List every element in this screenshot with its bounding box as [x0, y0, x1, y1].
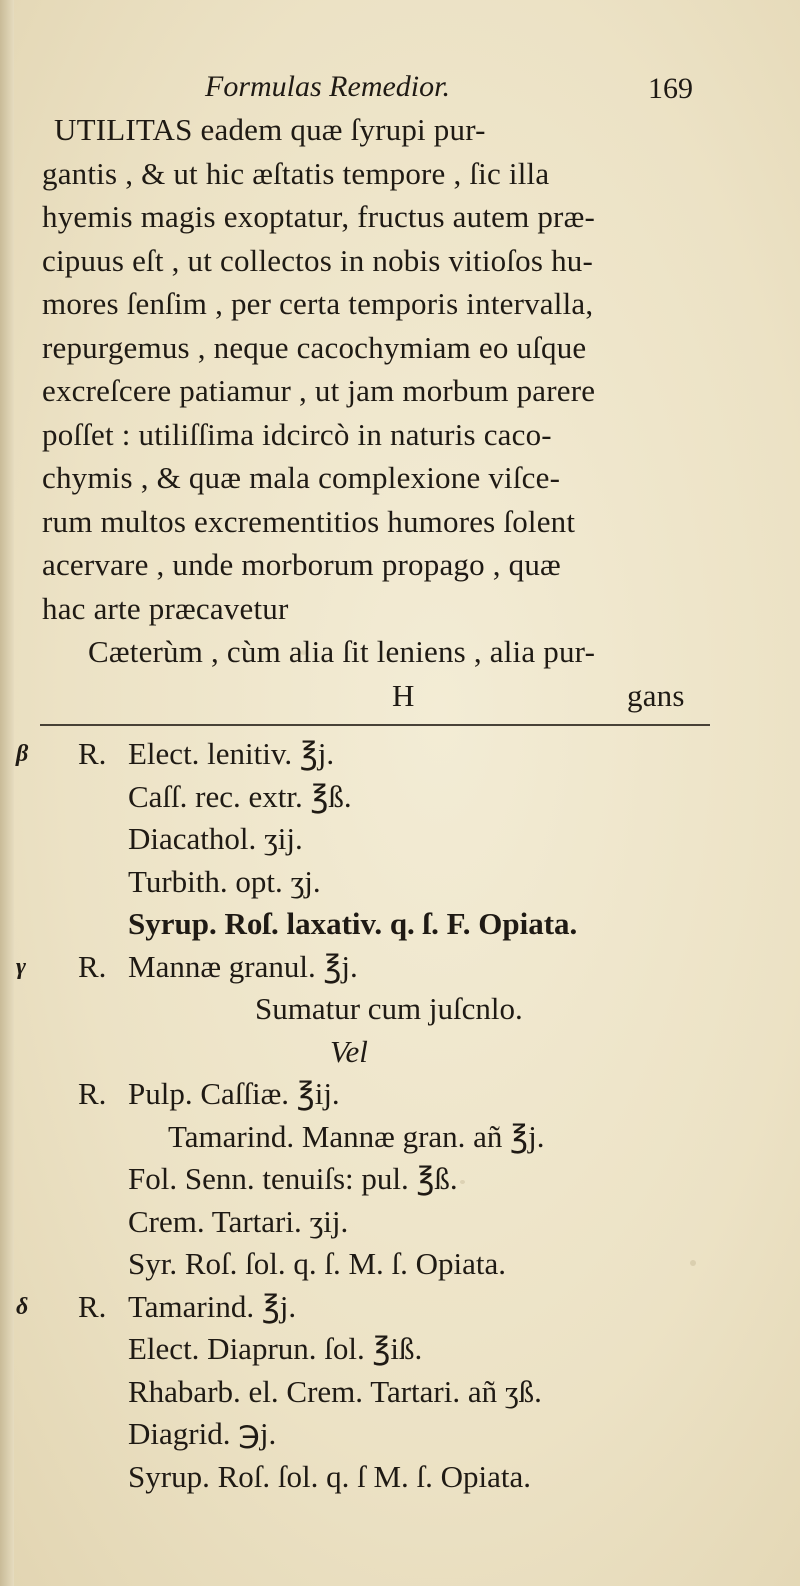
prose-line: repurgemus , neque cacochymiam eo uſque	[42, 329, 587, 365]
recipe-line	[0, 988, 800, 1031]
ingredient: Syr. Roſ. ſol. q. ſ. M. ſ. Opiata.	[128, 1246, 507, 1281]
recipe-line	[0, 1201, 800, 1244]
catchword: gans	[627, 677, 685, 713]
recipe-line	[0, 1328, 800, 1371]
ingredient: Diacathol. ʒij.	[128, 821, 303, 856]
recipe-line	[0, 818, 800, 861]
prose-line: gantis , & ut hic æſtatis tempore , ſic illa	[42, 155, 550, 191]
prose-line: Cæterùm , cùm alia ſit leniens , alia pur-	[88, 634, 596, 669]
ingredient: Caſſ. rec. extr. ℥ß.	[128, 778, 352, 814]
ingredient: Turbith. opt. ʒj.	[128, 863, 321, 899]
marginal-symbol: γ	[16, 953, 26, 980]
recipe-line	[0, 1243, 800, 1286]
prose-block	[42, 108, 782, 717]
ingredient: Diagrid. ℈j.	[128, 1416, 277, 1451]
prose-line: rum multos excrementitios humores ſolent	[42, 503, 576, 539]
recipe-line	[0, 1031, 800, 1074]
recipe-line	[0, 1286, 800, 1329]
recipe-line	[0, 776, 800, 819]
recipe-line	[0, 1456, 800, 1499]
prose-line: UTILITAS eadem quæ ſyrupi pur-	[54, 112, 486, 147]
recipe-mark: R.	[78, 1076, 107, 1111]
alternative-heading: Vel	[330, 1033, 368, 1069]
ingredient: Syrup. Roſ. laxativ. q. ſ. F. Opiata.	[128, 906, 578, 941]
ingredient: Tamarind. ℥j.	[128, 1288, 297, 1324]
page-header	[0, 70, 800, 110]
section-rule	[40, 724, 710, 726]
recipe-mark: R.	[78, 1288, 107, 1324]
ingredient: Fol. Senn. tenuiſs: pul. ℥ß.	[128, 1161, 458, 1196]
recipe-line	[0, 946, 800, 989]
signature-mark: H	[392, 677, 415, 713]
ingredient: Elect. lenitiv. ℥j.	[128, 736, 335, 771]
recipe-mark: R.	[78, 948, 107, 984]
recipe-line	[0, 1371, 800, 1414]
recipe-line	[0, 1413, 800, 1456]
ingredient: Elect. Diaprun. ſol. ℥iß.	[128, 1331, 423, 1366]
recipe-line	[0, 1073, 800, 1116]
ingredient: Rhabarb. el. Crem. Tartari. añ ʒß.	[128, 1373, 542, 1409]
recipe-line	[0, 733, 800, 776]
ingredient: Syrup. Roſ. ſol. q. ſ M. ſ. Opiata.	[128, 1458, 531, 1494]
prose-line: hac arte præcavetur	[42, 590, 289, 626]
prose-line: hyemis magis exoptatur, fructus autem præ-	[42, 199, 595, 234]
prose-line: cipuus eſt , ut collectos in nobis vitioſos hu-	[42, 242, 593, 278]
instruction: Sumatur cum juſcnlo.	[255, 991, 523, 1026]
recipe-line	[0, 903, 800, 946]
page-number: 169	[648, 72, 693, 105]
ingredient: Mannæ granul. ℥j.	[128, 948, 358, 984]
marginal-symbol: δ	[16, 1293, 29, 1320]
prose-line: poſſet : utiliſſima idcircò in naturis caco-	[42, 416, 552, 452]
recipe-mark: R.	[78, 736, 107, 771]
recipe-line	[0, 1158, 800, 1201]
prose-line: excreſcere patiamur , ut jam morbum parere	[42, 373, 596, 408]
marginal-symbol: β	[16, 741, 29, 767]
signature-line	[42, 674, 782, 718]
ingredient: Tamarind. Mannæ gran. añ ℥j.	[168, 1118, 545, 1154]
ingredient: Crem. Tartari. ʒij.	[128, 1203, 349, 1239]
recipe-line	[0, 861, 800, 904]
ingredient: Pulp. Caſſiæ. ℥ij.	[128, 1076, 340, 1111]
recipe-line	[0, 1116, 800, 1159]
prose-line: acervare , unde morborum propago , quæ	[42, 547, 561, 582]
recipe-list	[0, 733, 800, 1498]
prose-line: chymis , & quæ mala complexione viſce-	[42, 460, 561, 495]
running-title: Formulas Remedior.	[205, 70, 450, 103]
prose-line: mores ſenſim , per certa temporis intervalla,	[42, 286, 594, 321]
